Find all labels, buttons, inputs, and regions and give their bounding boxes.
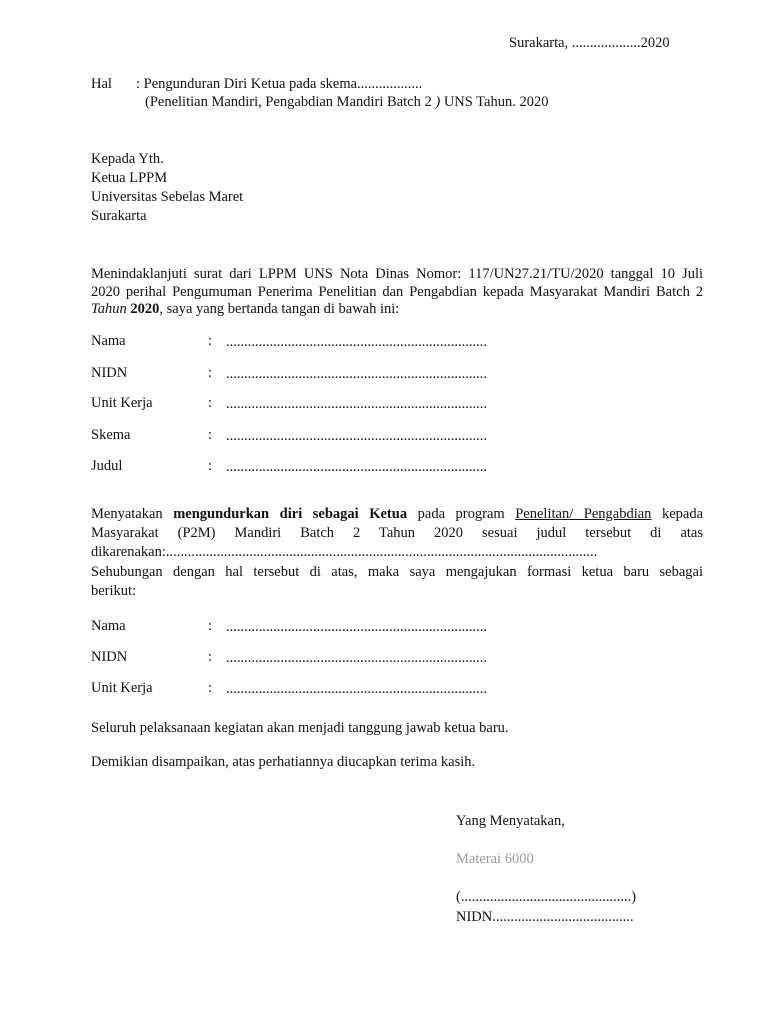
signature-nidn-line: NIDN....................................... <box>456 909 634 925</box>
field-label: Judul <box>91 458 123 474</box>
statement-line-1 <box>91 506 703 523</box>
field-dots: ........................................................................ <box>226 428 487 444</box>
field-colon: : <box>208 618 213 634</box>
field-colon: : <box>208 365 213 381</box>
field-colon: : <box>208 395 213 411</box>
field-dots: ........................................................................ <box>226 459 487 475</box>
field-colon: : <box>208 458 213 474</box>
responsibility-text: Seluruh pelaksanaan kegiatan akan menjadi tanggung jawab ketua baru. <box>91 720 509 736</box>
date-line: Surakarta, ...................2020 <box>509 35 670 51</box>
subject-detail-paren: ) <box>435 94 441 110</box>
field-dots: ........................................................................ <box>226 619 487 635</box>
field-dots: ........................................................................ <box>226 396 487 412</box>
closing-text: Demikian disampaikan, atas perhatiannya diucapkan terima kasih. <box>91 754 476 770</box>
field-dots: ........................................................................ <box>226 366 487 382</box>
field-label: Unit Kerja <box>91 680 153 696</box>
signature-name-line: (...............................................) <box>456 889 637 905</box>
statement-text: Menyatakan <box>91 506 163 522</box>
field-colon: : <box>208 649 213 665</box>
field-colon: : <box>208 333 213 349</box>
intro-italic: Tahun <box>91 301 127 317</box>
signature-heading: Yang Menyatakan, <box>456 813 565 829</box>
subject-text: : Pengunduran Diri Ketua pada skema.................. <box>136 76 423 92</box>
field-colon: : <box>208 680 213 696</box>
intro-rest: , saya yang bertanda tangan di bawah ini: <box>159 301 400 317</box>
subject-detail <box>145 94 548 111</box>
field-label: Nama <box>91 618 126 634</box>
statement-text: kepada <box>661 506 704 522</box>
statement-line-5: berikut: <box>91 583 137 599</box>
intro-line-2: 2020 perihal Pengumuman Penerima Penelitian dan Pengabdian kepada Masyarakat Mandiri Batch 2 <box>91 284 703 300</box>
field-dots: ........................................................................ <box>226 650 487 666</box>
intro-line-1: Menindaklanjuti surat dari LPPM UNS Nota Dinas Nomor: 117/UN27.21/TU/2020 tanggal 10 Juli <box>91 266 703 282</box>
statement-text: pada program <box>417 506 505 522</box>
field-label: Nama <box>91 333 126 349</box>
field-label: Unit Kerja <box>91 395 153 411</box>
stamp-placeholder: Materai 6000 <box>456 851 534 867</box>
field-dots: ........................................................................ <box>226 681 487 697</box>
field-label: NIDN <box>91 365 128 381</box>
recipient-line: Surakarta <box>91 208 147 224</box>
statement-line-3: dikarenakan:....................................................................................................................... <box>91 544 598 560</box>
field-colon: : <box>208 427 213 443</box>
field-label: Skema <box>91 427 131 443</box>
subject-label: Hal <box>91 76 112 92</box>
statement-underline: Penelitan/ Pengabdian <box>515 506 652 522</box>
recipient-line: Kepada Yth. <box>91 151 164 167</box>
field-dots: ........................................................................ <box>226 334 487 350</box>
statement-bold: mengundurkan diri sebagai Ketua <box>173 506 408 522</box>
subject-detail-suffix: UNS Tahun. 2020 <box>443 94 549 110</box>
field-label: NIDN <box>91 649 128 665</box>
statement-line-4: Sehubungan dengan hal tersebut di atas, maka saya mengajukan formasi ketua baru sebagai <box>91 564 703 580</box>
statement-line-2: Masyarakat (P2M) Mandiri Batch 2 Tahun 2020 sesuai judul tersebut di atas <box>91 525 703 541</box>
intro-line-3 <box>91 301 399 318</box>
recipient-line: Universitas Sebelas Maret <box>91 189 244 205</box>
intro-bold: 2020 <box>130 301 160 317</box>
recipient-line: Ketua LPPM <box>91 170 168 186</box>
subject-detail-prefix: (Penelitian Mandiri, Pengabdian Mandiri Batch 2 <box>145 94 432 110</box>
